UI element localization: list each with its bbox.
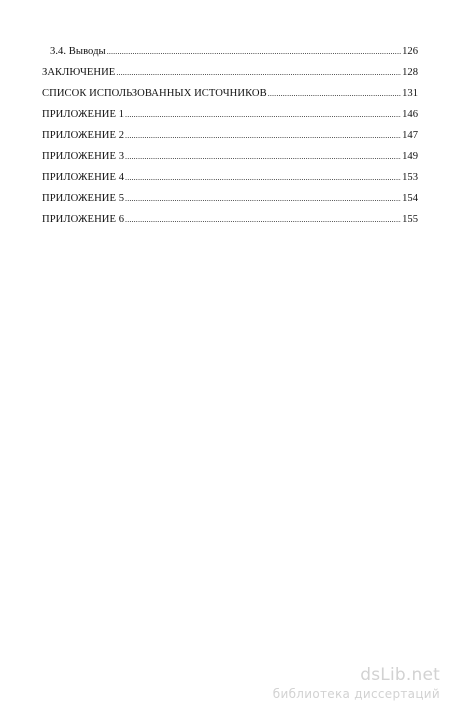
toc-entry-label: ПРИЛОЖЕНИЕ 2 <box>42 130 125 141</box>
toc-dot-leader <box>125 109 401 121</box>
watermark-brand: dsLib.net <box>360 665 440 685</box>
toc-entry-label: ЗАКЛЮЧЕНИЕ <box>42 67 116 78</box>
toc-entry-section-3-4 <box>50 42 418 58</box>
toc-dot-leader <box>125 151 401 163</box>
toc-dot-leader <box>125 130 401 142</box>
toc-entry-appendix-2 <box>42 126 418 142</box>
toc-dot-leader <box>268 88 401 100</box>
toc-entry-label: ПРИЛОЖЕНИЕ 3 <box>42 151 125 162</box>
watermark-subtitle: библиотека диссертаций <box>272 687 440 701</box>
toc-entry-label: 3.4. Выводы <box>50 46 106 57</box>
toc-entry-appendix-3 <box>42 147 418 163</box>
toc-entry-page: 126 <box>402 46 418 57</box>
toc-dot-leader <box>125 193 401 205</box>
toc-dot-leader <box>125 172 401 184</box>
toc-dot-leader <box>107 46 401 58</box>
toc-entry-label: ПРИЛОЖЕНИЕ 5 <box>42 193 125 204</box>
toc-entry-conclusion <box>42 63 418 79</box>
toc-entry-label: ПРИЛОЖЕНИЕ 4 <box>42 172 125 183</box>
toc-entry-page: 149 <box>402 151 418 162</box>
toc-entry-label: ПРИЛОЖЕНИЕ 1 <box>42 109 125 120</box>
toc-entry-appendix-6 <box>42 210 418 226</box>
toc-entry-page: 131 <box>402 88 418 99</box>
toc-entry-page: 147 <box>402 130 418 141</box>
toc-entry-references <box>42 84 418 100</box>
toc-entry-appendix-1 <box>42 105 418 121</box>
toc-entry-appendix-4 <box>42 168 418 184</box>
toc-dot-leader <box>116 67 401 79</box>
toc-entry-label: СПИСОК ИСПОЛЬЗОВАННЫХ ИСТОЧНИКОВ <box>42 88 267 99</box>
toc-dot-leader <box>125 214 401 226</box>
toc-entry-label: ПРИЛОЖЕНИЕ 6 <box>42 214 125 225</box>
toc-entry-page: 154 <box>402 193 418 204</box>
toc-entry-page: 153 <box>402 172 418 183</box>
toc-entry-page: 155 <box>402 214 418 225</box>
toc-entry-appendix-5 <box>42 189 418 205</box>
toc-entry-page: 146 <box>402 109 418 120</box>
toc-entry-page: 128 <box>402 67 418 78</box>
